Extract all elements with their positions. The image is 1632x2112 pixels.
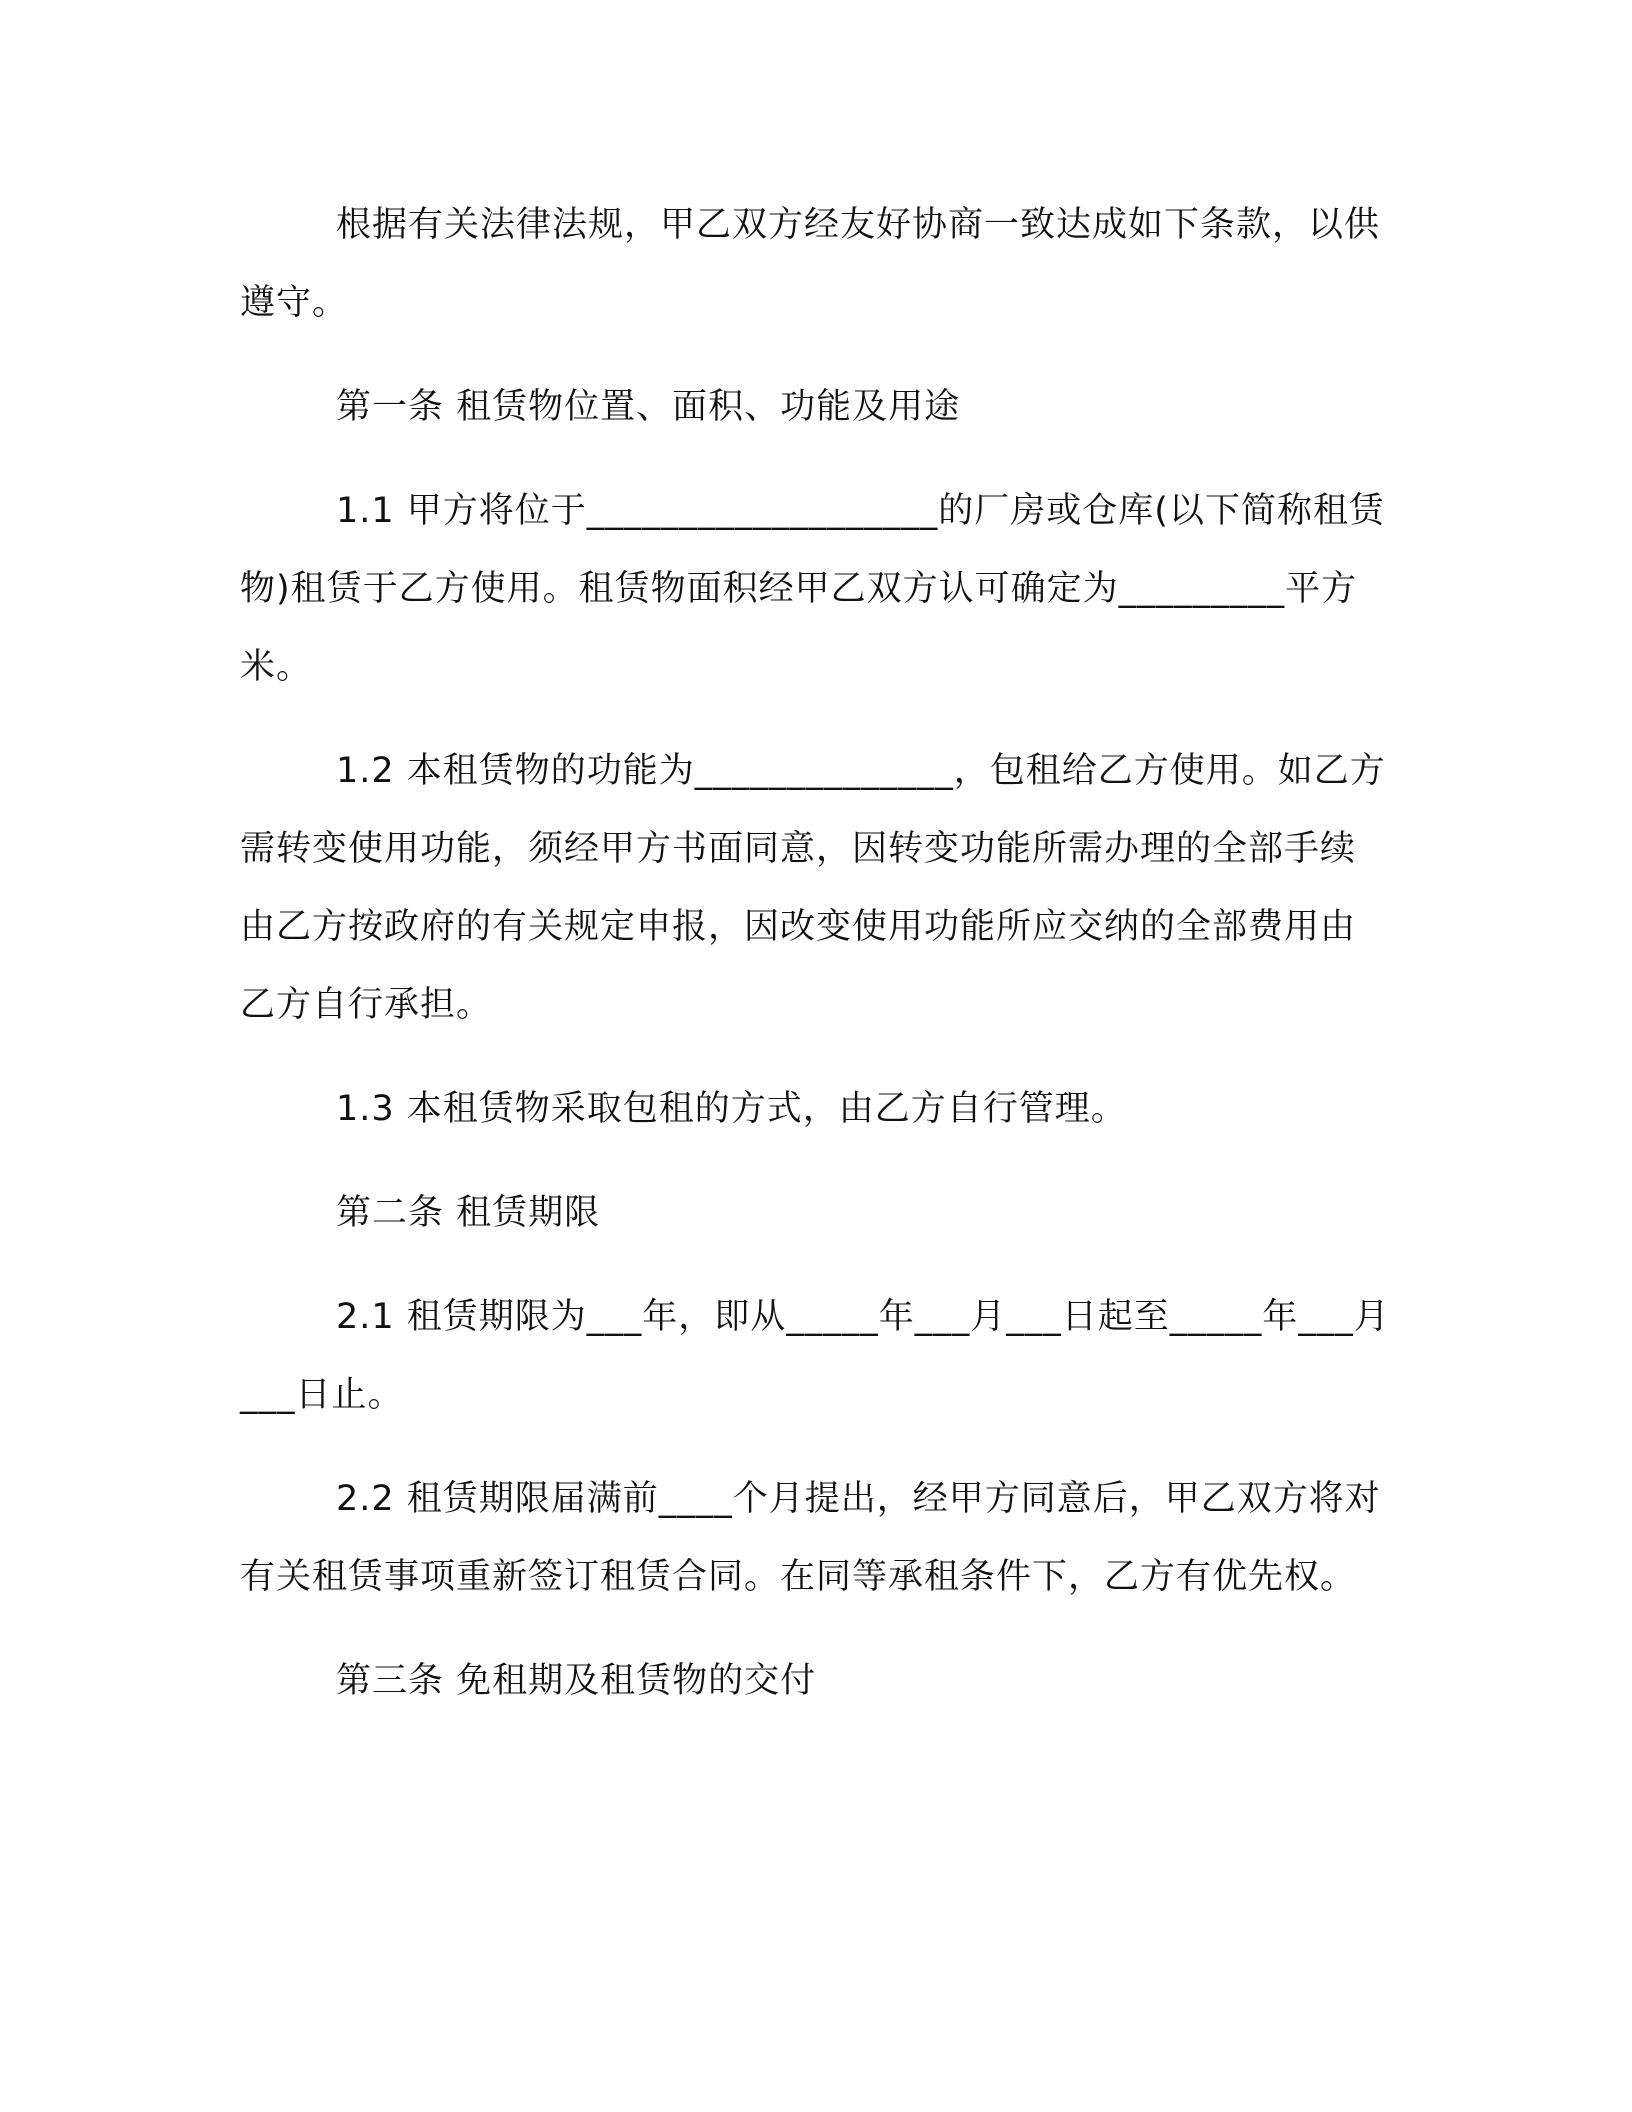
clause-1-2: 1.2 本租赁物的功能为______________，包租给乙方使用。如乙方需转变使用功能，须经甲方书面同意，因转变功能所需办理的全部手续由乙方按政府的有关规定申报，因改变使用功能所应交纳的全部费用由乙方自行承担。 — [240, 751, 1386, 1025]
clause-1-1: 1.1 甲方将位于___________________的厂房或仓库(以下简称租赁物)租赁于乙方使用。租赁物面积经甲乙双方认可确定为_________平方米。 — [240, 491, 1385, 687]
document-body — [240, 186, 1390, 1746]
clause-2-1: 2.1 租赁期限为___年，即从_____年___月___日起至_____年___月___日止。 — [240, 1297, 1390, 1415]
article-3-heading: 第三条 免租期及租赁物的交付 — [336, 1661, 817, 1701]
clause-1-3: 1.3 本租赁物采取包租的方式，由乙方自行管理。 — [336, 1089, 1127, 1129]
clause-2-2: 2.2 租赁期限届满前____个月提出，经甲方同意后，甲乙双方将对有关租赁事项重新签订租赁合同。在同等承租条件下，乙方有优先权。 — [240, 1479, 1381, 1597]
intro-paragraph: 根据有关法律法规，甲乙双方经友好协商一致达成如下条款，以供遵守。 — [240, 205, 1381, 323]
article-1-heading: 第一条 租赁物位置、面积、功能及用途 — [336, 387, 961, 427]
article-2-heading: 第二条 租赁期限 — [336, 1193, 601, 1233]
